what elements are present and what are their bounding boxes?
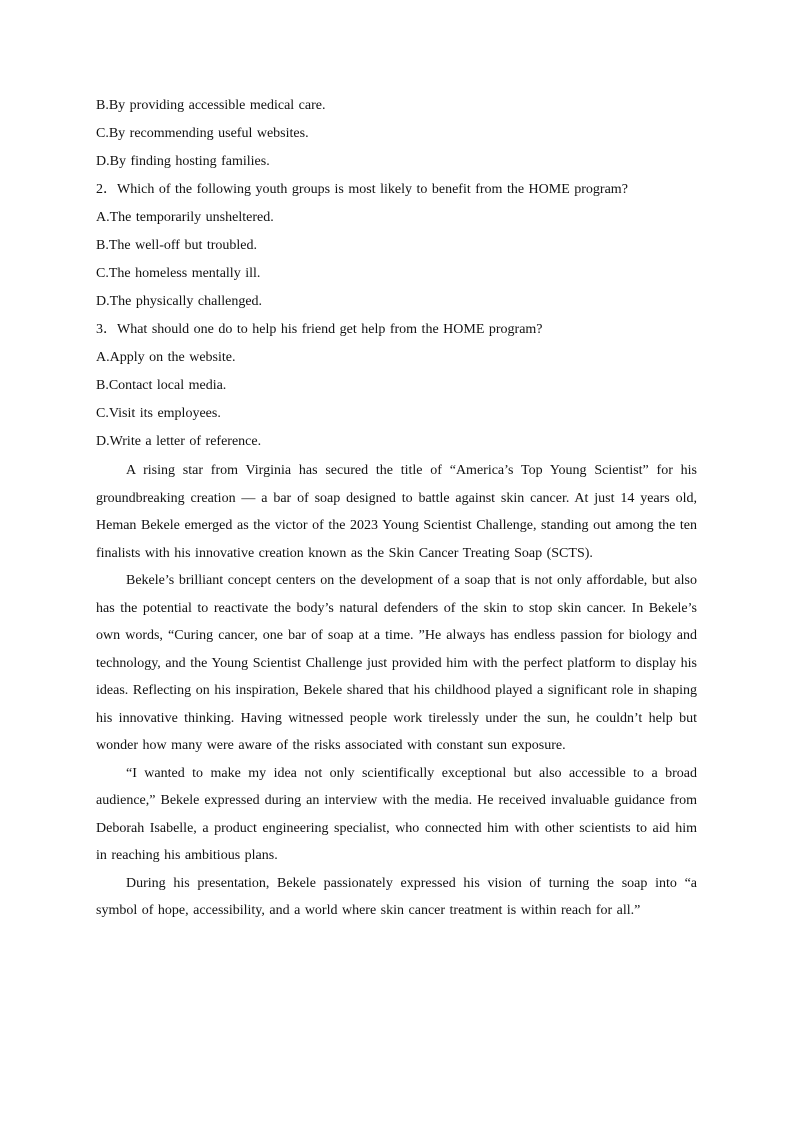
passage-paragraph: A rising star from Virginia has secured the title of “America’s Top Young Scientist” for his groundbreaking creation — a bar of soap designed to battle against skin cancer. At just 14 years old, Heman Bekele emerged as the victor of the 2023 Young Scientist Challenge, standing out among the ten finalists with his innovative creation known as the Skin Cancer Treating Soap (SCTS). (96, 463, 697, 561)
answer-option: B.The well-off but troubled. (96, 238, 257, 253)
document-page (96, 92, 697, 925)
question-stem: 3．What should one do to help his friend get help from the HOME program? (96, 322, 543, 337)
answer-option: A.Apply on the website. (96, 350, 236, 365)
answer-option: C.By recommending useful websites. (96, 126, 309, 141)
reading-passage (96, 457, 697, 925)
answer-option: D.Write a letter of reference. (96, 434, 262, 449)
answer-option: D.By finding hosting families. (96, 154, 270, 169)
passage-paragraph: During his presentation, Bekele passionately expressed his vision of turning the soap into “a symbol of hope, accessibility, and a world where skin cancer treatment is within reach for all.” (96, 875, 697, 918)
answer-option: A.The temporarily unsheltered. (96, 210, 274, 225)
passage-paragraph: Bekele’s brilliant concept centers on the development of a soap that is not only affordable, but also has the potential to reactivate the body’s natural defenders of the skin to stop skin cancer. In Bekele’s own words, “Curing cancer, one bar of soap at a time. ”He always has endless passion for biology and technology, and the Young Scientist Challenge just provided him with the perfect platform to display his ideas. Reflecting on his inspiration, Bekele shared that his childhood played a significant role in shaping his innovative thinking. Having witnessed people work tirelessly under the sun, he couldn’t help but wonder how many were aware of the risks associated with constant sun exposure. (96, 573, 697, 753)
answer-option: C.The homeless mentally ill. (96, 266, 261, 281)
answer-option: B.By providing accessible medical care. (96, 98, 326, 113)
answer-option: C.Visit its employees. (96, 406, 221, 421)
answer-option: D.The physically challenged. (96, 294, 263, 309)
question-list (96, 92, 697, 456)
answer-option: B.Contact local media. (96, 378, 227, 393)
question-stem: 2．Which of the following youth groups is most likely to benefit from the HOME program? (96, 182, 628, 197)
passage-paragraph: “I wanted to make my idea not only scientifically exceptional but also accessible to a broad audience,” Bekele expressed during an interview with the media. He received invaluable guidance from Deborah Isabelle, a product engineering specialist, who connected him with other scientists to aid him in reaching his ambitious plans. (96, 765, 697, 863)
